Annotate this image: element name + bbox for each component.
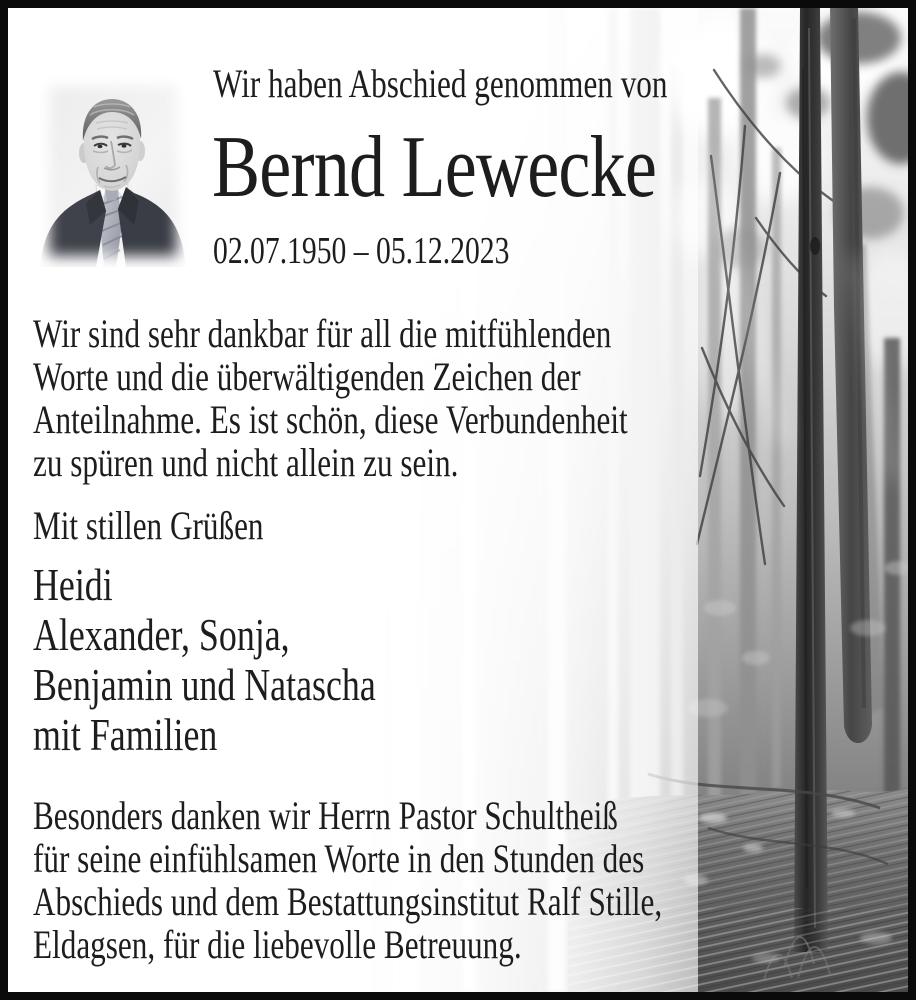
thanks-line-2: Worte und die überwältigenden Zeichen der <box>33 354 581 399</box>
notice-content <box>8 8 908 992</box>
mourner-name-1: Heidi <box>33 559 113 610</box>
mourners-list <box>33 560 376 760</box>
deceased-portrait-photo <box>38 75 188 267</box>
closing-paragraph <box>33 794 662 966</box>
thanks-paragraph <box>33 312 628 484</box>
mourner-name-3: Benjamin und Natascha <box>33 659 376 710</box>
thanks-line-3: Anteilnahme. Es ist schön, diese Verbundenheit <box>33 397 628 442</box>
closing-line-3: Abschieds und dem Bestattungsinstitut Ralf Stille, <box>33 879 663 924</box>
closing-line-4: Eldagsen, für die liebevolle Betreuung. <box>33 922 522 967</box>
thanks-line-4: zu spüren und nicht allein zu sein. <box>33 440 459 485</box>
deceased-name: Bernd Lewecke <box>212 119 657 216</box>
closing-line-2: für seine einfühlsamen Worte in den Stunden des <box>33 836 645 881</box>
intro-line: Wir haben Abschied genommen von <box>213 61 668 106</box>
portrait-illustration <box>38 75 188 267</box>
mourner-name-4: mit Familien <box>33 709 218 760</box>
life-dates: 02.07.1950 – 05.12.2023 <box>213 230 510 272</box>
mourner-name-2: Alexander, Sonja, <box>33 609 290 660</box>
greeting-line: Mit stillen Grüßen <box>33 503 264 548</box>
closing-line-1: Besonders danken wir Herrn Pastor Schultheiß <box>33 793 618 838</box>
thanks-line-1: Wir sind sehr dankbar für all die mitfühlenden <box>33 311 612 356</box>
